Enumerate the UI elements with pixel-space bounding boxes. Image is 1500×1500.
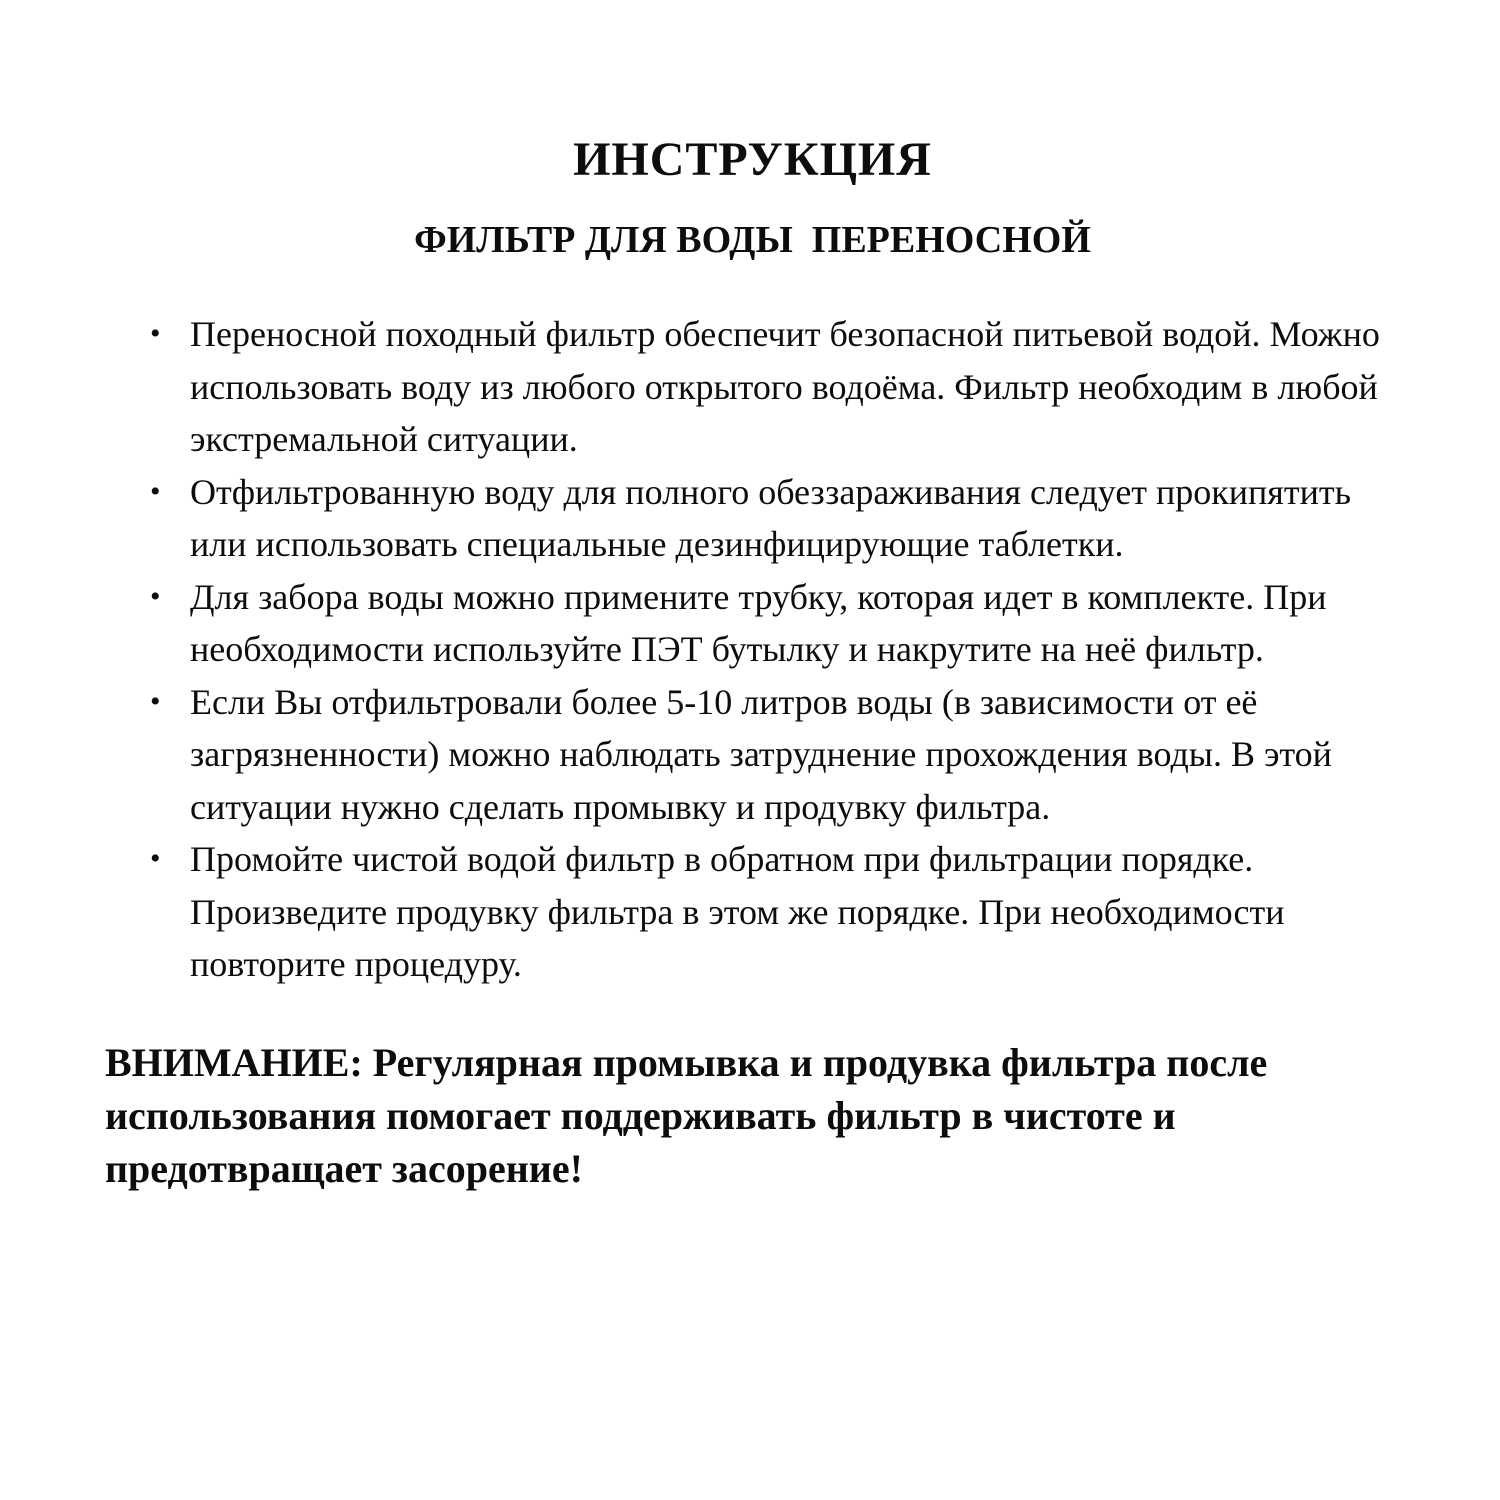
list-item — [105, 571, 1400, 676]
bullet-icon: • — [150, 684, 161, 718]
page-title: ИНСТРУКЦИЯ — [573, 133, 932, 186]
bullet-icon: • — [150, 474, 161, 508]
bullet-text: Если Вы отфильтровали более 5-10 литров воды (в зависимости от её загрязненности) можно наблюдать затруднение прохождения воды. В этой ситуации нужно сделать промывку и продувку фильтра. — [190, 681, 1332, 827]
bullet-text: Отфильтрованную воду для полного обеззараживания следует прокипятить или использовать специальные дезинфицирующие таблетки. — [190, 471, 1352, 564]
bullet-icon: • — [150, 579, 161, 613]
warning-paragraph: ВНИМАНИЕ: Регулярная промывка и продувка фильтра после использования помогает поддерживать фильтр в чистоте и предотвращает засорение! — [105, 1039, 1268, 1191]
bullet-icon: • — [150, 842, 161, 875]
bullet-icon: • — [150, 317, 161, 350]
bullet-text: Переносной походный фильтр обеспечит безопасной питьевой водой. Можно использовать воду из любого открытого водоёма. Фильтр необходим в любой экстремальной ситуации. — [190, 314, 1380, 459]
bullet-list — [105, 308, 1400, 991]
list-item — [105, 308, 1400, 466]
bullet-text: Для забора воды можно примените трубку, которая идет в комплекте. При необходимости используйте ПЭТ бутылку и накрутите на неё фильтр. — [190, 576, 1327, 669]
page-subtitle: ФИЛЬТР ДЛЯ ВОДЫ ПЕРЕНОСНОЙ — [414, 219, 1091, 261]
bullet-text: Промойте чистой водой фильтр в обратном при фильтрации порядке. Произведите продувку фильтра в этом же порядке. При необходимости повторите процедуру. — [190, 839, 1285, 984]
list-item — [105, 833, 1400, 991]
list-item — [105, 676, 1400, 834]
list-item — [105, 466, 1400, 571]
